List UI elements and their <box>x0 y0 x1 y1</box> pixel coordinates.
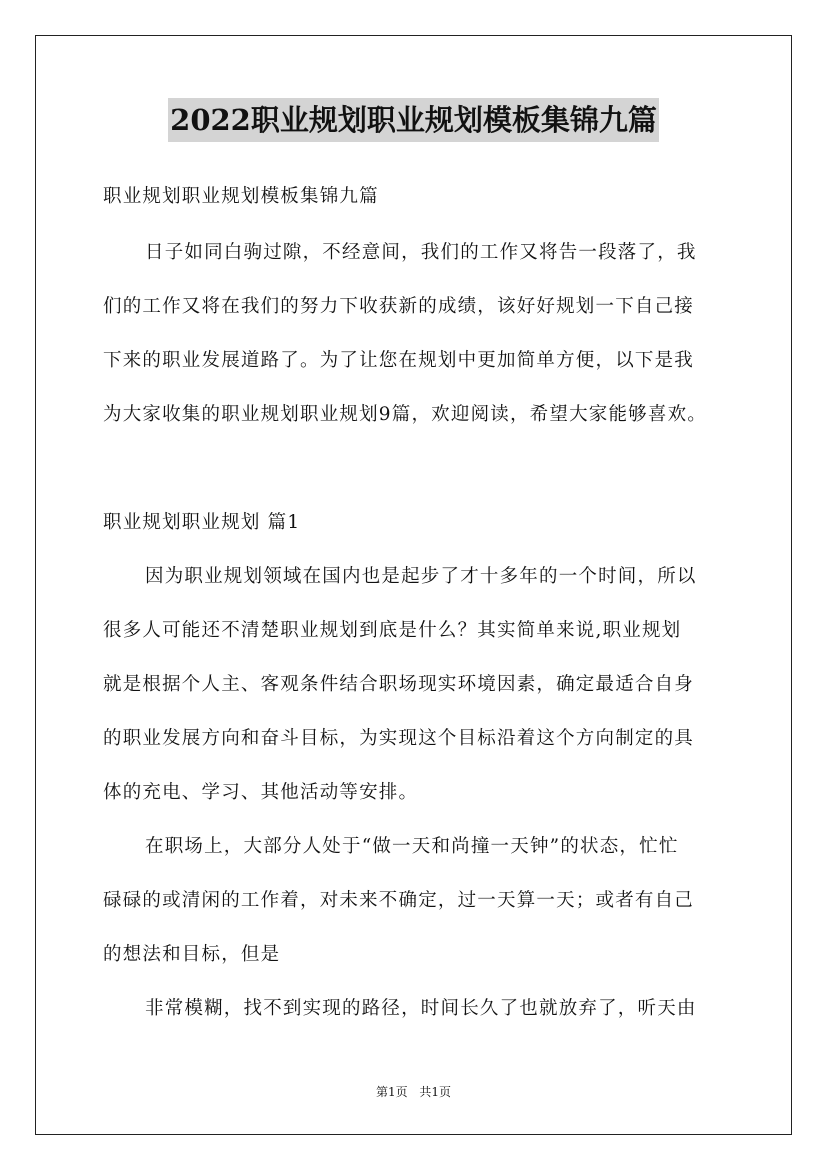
para3-line-1: 非常模糊，找不到实现的路径，时间长久了也就放弃了，听天由 <box>145 998 697 1019</box>
document-subtitle: 职业规划职业规划模板集锦九篇 <box>103 186 379 207</box>
intro-line-2: 们的工作又将在我们的努力下收获新的成绩，该好好规划一下自己接 <box>103 296 695 317</box>
document-title: 2022职业规划职业规划模板集锦九篇 <box>168 98 659 142</box>
para2-line-2: 碌碌的或清闲的工作着，对未来不确定，过一天算一天；或者有自己 <box>103 890 695 911</box>
para1-line-2: 很多人可能还不清楚职业规划到底是什么？其实简单来说,职业规划 <box>103 620 682 641</box>
title-wrapper <box>0 98 827 142</box>
section-heading: 职业规划职业规划 篇1 <box>103 512 301 533</box>
intro-line-1: 日子如同白驹过隙，不经意间，我们的工作又将告一段落了，我 <box>145 242 697 263</box>
para1-line-5: 体的充电、学习、其他活动等安排。 <box>103 782 419 803</box>
intro-line-3: 下来的职业发展道路了。为了让您在规划中更加简单方便，以下是我 <box>103 350 695 371</box>
page-footer <box>0 1083 827 1100</box>
para2-line-1: 在职场上，大部分人处于“做一天和尚撞一天钟”的状态，忙忙 <box>145 836 679 857</box>
intro-line-4: 为大家收集的职业规划职业规划9篇，欢迎阅读，希望大家能够喜欢。 <box>103 404 707 425</box>
para1-line-1: 因为职业规划领域在国内也是起步了才十多年的一个时间，所以 <box>145 566 697 587</box>
para2-line-3: 的想法和目标，但是 <box>103 944 281 965</box>
para1-line-3: 就是根据个人主、客观条件结合职场现实环境因素，确定最适合自身 <box>103 674 695 695</box>
page-total: 共1页 <box>419 1085 452 1099</box>
para1-line-4: 的职业发展方向和奋斗目标，为实现这个目标沿着这个方向制定的具 <box>103 728 695 749</box>
page-number: 第1页 <box>375 1085 408 1099</box>
